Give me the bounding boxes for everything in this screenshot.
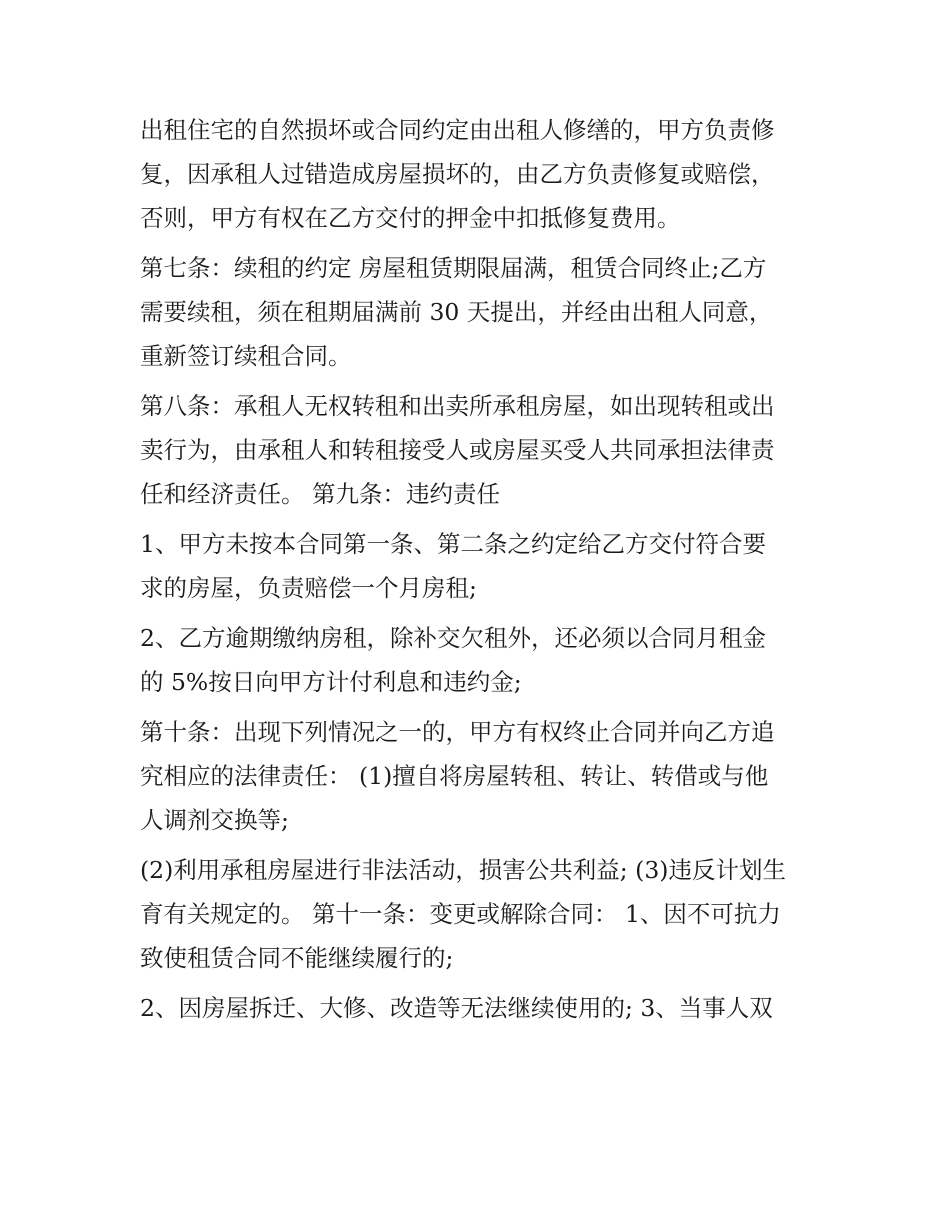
text-line: 2、因房屋拆迁、大修、改造等无法继续使用的; 3、当事人双 [140, 994, 773, 1022]
text-line: 出租住宅的自然损坏或合同约定由出租人修缮的，甲方负责修 [140, 116, 775, 144]
text-line: (2)利用承租房屋进行非法活动，损害公共利益; (3)违反计划生 [140, 856, 786, 884]
text-line: 究相应的法律责任： (1)擅自将房屋转租、转让、转借或与他 [140, 762, 769, 790]
text-line: 人调剂交换等; [140, 806, 289, 834]
text-line: 复，因承租人过错造成房屋损坏的，由乙方负责修复或赔偿， [140, 160, 775, 188]
text-line: 第八条：承租人无权转租和出卖所承租房屋，如出现转租或出 [140, 392, 775, 420]
text-line: 2、乙方逾期缴纳房租，除补交欠租外，还必须以合同月租金 [140, 624, 766, 652]
text-line: 的 5%按日向甲方计付利息和违约金; [140, 668, 522, 696]
text-line: 任和经济责任。 第九条：违约责任 [140, 480, 500, 508]
text-line: 育有关规定的。 第十一条：变更或解除合同： 1、因不可抗力 [140, 900, 781, 928]
document-body [140, 108, 820, 1030]
text-line: 第十条：出现下列情况之一的，甲方有权终止合同并向乙方追 [140, 718, 775, 746]
text-line: 第七条：续租的约定 房屋租赁期限届满，租赁合同终止;乙方 [140, 254, 767, 282]
text-line: 卖行为，由承租人和转租接受人或房屋买受人共同承担法律责 [140, 436, 775, 464]
text-line: 致使租赁合同不能继续履行的; [140, 944, 454, 972]
text-line: 需要续租，须在租期届满前 30 天提出，并经由出租人同意， [140, 298, 773, 326]
text-line: 求的房屋，负责赔偿一个月房租; [140, 574, 477, 602]
text-line: 重新签订续租合同。 [140, 342, 352, 370]
text-line: 否则，甲方有权在乙方交付的押金中扣抵修复费用。 [140, 204, 681, 232]
text-line: 1、甲方未按本合同第一条、第二条之约定给乙方交付符合要 [140, 530, 766, 558]
